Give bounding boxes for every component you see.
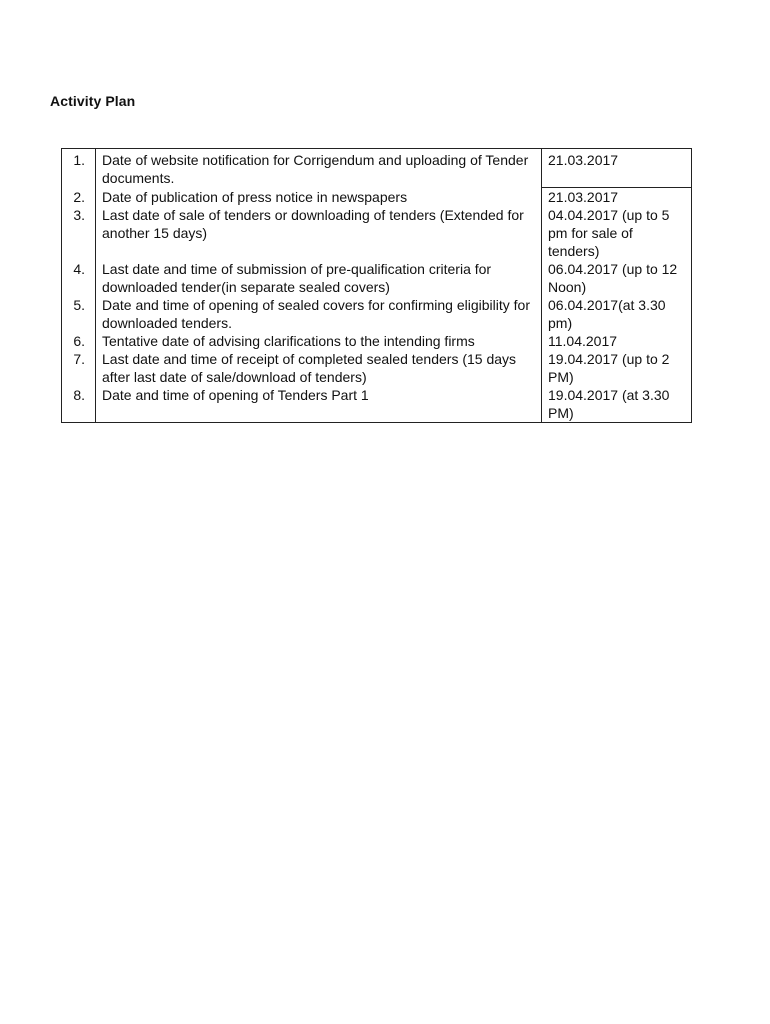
table-row: [62, 149, 692, 188]
row-date: 06.04.2017 (up to 12 Noon): [542, 260, 692, 296]
row-date: 19.04.2017 (at 3.30 PM): [542, 386, 692, 423]
row-number: 8.: [62, 386, 96, 423]
table-row: [62, 260, 692, 296]
row-description: Date and time of opening of sealed covers for confirming eligibility for downloaded tenders.: [96, 296, 542, 332]
row-date: 11.04.2017: [542, 332, 692, 350]
row-number: 1.: [62, 149, 96, 188]
row-number: 7.: [62, 350, 96, 386]
table-row: [62, 188, 692, 207]
row-number: 3.: [62, 206, 96, 260]
row-description: Date of website notification for Corrigendum and uploading of Tender documents.: [96, 149, 542, 188]
activity-plan-table: [61, 148, 692, 423]
page-title: Activity Plan: [50, 93, 136, 109]
row-date: 21.03.2017: [542, 149, 692, 188]
row-description: Date and time of opening of Tenders Part 1: [96, 386, 542, 423]
row-description: Date of publication of press notice in newspapers: [96, 188, 542, 207]
table-row: [62, 332, 692, 350]
row-description: Last date and time of receipt of completed sealed tenders (15 days after last date of sale/download of tenders): [96, 350, 542, 386]
table-row: [62, 386, 692, 423]
row-date: 06.04.2017(at 3.30 pm): [542, 296, 692, 332]
row-number: 6.: [62, 332, 96, 350]
row-number: 4.: [62, 260, 96, 296]
row-description: Tentative date of advising clarifications to the intending firms: [96, 332, 542, 350]
row-description: Last date and time of submission of pre-qualification criteria for downloaded tender(in separate sealed covers): [96, 260, 542, 296]
row-number: 2.: [62, 188, 96, 207]
table-row: [62, 206, 692, 260]
table-row: [62, 296, 692, 332]
row-date: 04.04.2017 (up to 5 pm for sale of tenders): [542, 206, 692, 260]
row-number: 5.: [62, 296, 96, 332]
row-date: 21.03.2017: [542, 188, 692, 207]
row-description: Last date of sale of tenders or downloading of tenders (Extended for another 15 days): [96, 206, 542, 260]
row-date: 19.04.2017 (up to 2 PM): [542, 350, 692, 386]
table-row: [62, 350, 692, 386]
